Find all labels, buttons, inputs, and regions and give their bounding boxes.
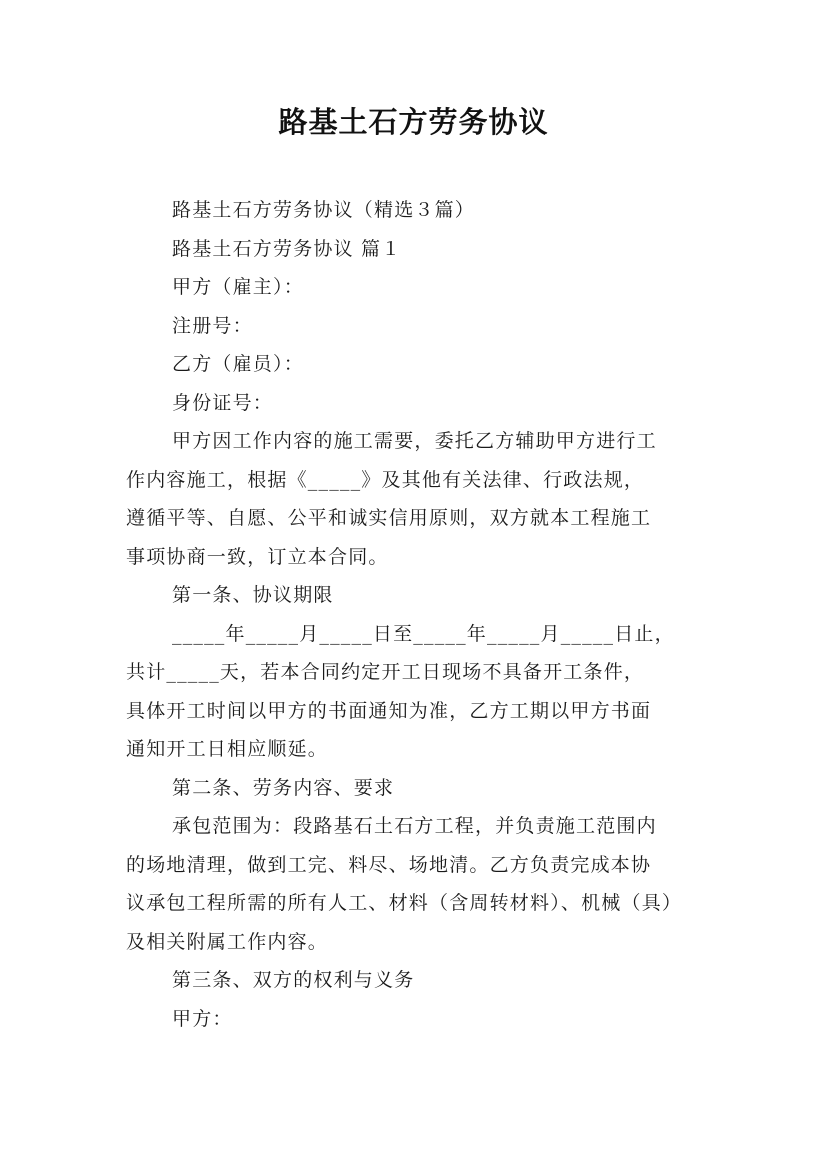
scope-paragraph	[126, 807, 706, 961]
paragraph-line: 及相关附属工作内容。	[126, 930, 329, 953]
paragraph-line: 甲方因工作内容的施工需要，委托乙方辅助甲方进行工	[172, 430, 657, 452]
id-number-field: 身份证号：	[172, 391, 274, 414]
paragraph-line: 通知开工日相应顺延。	[126, 738, 329, 760]
paragraph-line: 具体开工时间以甲方的书面通知为准，乙方工期以甲方书面	[126, 699, 652, 722]
term-paragraph	[126, 615, 706, 769]
party-b-field: 乙方（雇员）：	[172, 353, 304, 375]
document-title: 路基土石方劳务协议	[278, 105, 549, 139]
paragraph-line: 作内容施工，根据《_____》及其他有关法律、行政法规，	[126, 468, 645, 491]
article-1-heading: 第一条、协议期限	[172, 584, 334, 606]
paragraph-line: 遵循平等、自愿、公平和诚实信用原则，双方就本工程施工	[126, 507, 652, 529]
registration-number-field: 注册号：	[172, 314, 253, 337]
article-3-heading: 第三条、双方的权利与义务	[172, 969, 415, 991]
document-body	[126, 191, 706, 1038]
party-a-obligations-label: 甲方：	[172, 1007, 233, 1030]
paragraph-line: _____年_____月_____日至_____年_____月_____日止，	[172, 622, 675, 645]
paragraph-line: 承包范围为：段路基石土石方工程，并负责施工范围内	[172, 815, 657, 837]
paragraph-line: 议承包工程所需的所有人工、材料（含周转材料）、机械（具）	[126, 892, 683, 914]
paragraph-line: 事项协商一致，订立本合同。	[126, 545, 389, 568]
paragraph-line: 共计_____天，若本合同约定开工日现场不具备开工条件，	[126, 661, 645, 683]
paragraph-line: 的场地清理，做到工完、料尽、场地清。乙方负责完成本协	[126, 853, 652, 876]
article-2-heading: 第二条、劳务内容、要求	[172, 776, 395, 799]
section-heading: 路基土石方劳务协议 篇１	[172, 237, 402, 260]
subtitle-line: 路基土石方劳务协议（精选３篇）	[172, 199, 476, 221]
party-a-field: 甲方（雇主）：	[172, 276, 304, 298]
intro-paragraph	[126, 422, 706, 576]
